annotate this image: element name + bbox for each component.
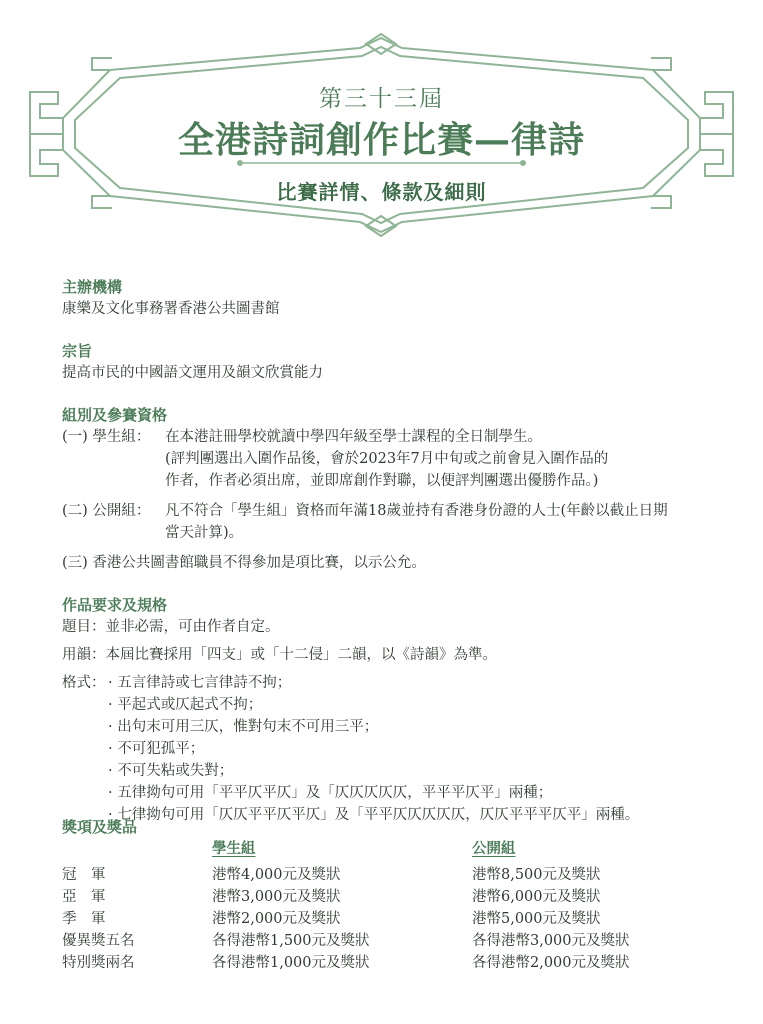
format-item: · 不可失粘或失對； bbox=[108, 763, 234, 779]
open-prize: 各得港幣2,000元及獎狀 bbox=[472, 955, 630, 971]
page-title: 全港詩詞創作比賽—律詩 bbox=[177, 119, 585, 161]
award-name: 特別獎兩名 bbox=[62, 955, 135, 971]
open-prize: 港幣6,000元及獎狀 bbox=[472, 889, 601, 905]
purpose-text: 提高市民的中國語文運用及韻文欣賞能力 bbox=[62, 365, 323, 381]
table-row bbox=[62, 886, 702, 908]
rules-content bbox=[62, 276, 742, 826]
title-banner bbox=[0, 0, 763, 250]
requirements-heading: 作品要求及規格 bbox=[62, 596, 168, 614]
open-group-text-2: 當天計算)。 bbox=[165, 525, 244, 541]
student-prize: 各得港幣1,500元及獎狀 bbox=[212, 933, 370, 949]
award-name: 冠 軍 bbox=[62, 867, 106, 883]
format-item: · 平起式或仄起式不拘； bbox=[108, 697, 263, 713]
open-group-row bbox=[62, 500, 742, 522]
awards-table bbox=[62, 818, 702, 974]
awards-heading: 獎項及獎品 bbox=[62, 818, 138, 836]
page-subtitle: 比賽詳情、條款及細則 bbox=[276, 180, 487, 204]
format-item: · 七律拗句可用「仄仄平平仄平仄」及「平平仄仄仄仄仄，仄仄平平平仄平」兩種。 bbox=[108, 807, 640, 823]
organizer-heading: 主辦機構 bbox=[62, 278, 123, 296]
open-group-text: 凡不符合「學生組」資格而年滿18歲並持有香港身份證的人士(年齡以截止日期 bbox=[165, 503, 668, 519]
award-name: 優異獎五名 bbox=[62, 933, 135, 949]
organizer-text: 康樂及文化事務署香港公共圖書館 bbox=[62, 301, 280, 317]
format-item: · 出句末可用三仄，惟對句末不可用三平； bbox=[108, 719, 379, 735]
student-column-header: 學生組 bbox=[212, 840, 256, 857]
table-row bbox=[62, 930, 702, 952]
format-item: · 五律拗句可用「平平仄平仄」及「仄仄仄仄仄，平平平仄平」兩種； bbox=[108, 785, 553, 801]
awards-header-row bbox=[62, 838, 702, 860]
student-group-note-2: 作者，作者必須出席，並即席創作對聯，以便評判團選出優勝作品。) bbox=[165, 473, 599, 489]
student-prize: 各得港幣1,000元及獎狀 bbox=[212, 955, 370, 971]
format-rules bbox=[62, 672, 742, 826]
open-prize: 港幣5,000元及獎狀 bbox=[472, 911, 601, 927]
format-label: 格式： bbox=[62, 675, 106, 691]
student-group-label: (一) 學生組： bbox=[62, 429, 151, 445]
student-prize: 港幣3,000元及獎狀 bbox=[212, 889, 341, 905]
student-prize: 港幣2,000元及獎狀 bbox=[212, 911, 341, 927]
format-item: · 五言律詩或七言律詩不拘； bbox=[108, 675, 292, 691]
open-prize: 港幣8,500元及獎狀 bbox=[472, 867, 601, 883]
student-prize: 港幣4,000元及獎狀 bbox=[212, 867, 341, 883]
groups-heading: 組別及參賽資格 bbox=[62, 406, 168, 424]
table-row bbox=[62, 864, 702, 886]
open-prize: 各得港幣3,000元及獎狀 bbox=[472, 933, 630, 949]
staff-exclusion: (三) 香港公共圖書館職員不得參加是項比賽，以示公允。 bbox=[62, 555, 426, 571]
student-group-row bbox=[62, 426, 742, 448]
award-name: 亞 軍 bbox=[62, 889, 106, 905]
purpose-heading: 宗旨 bbox=[62, 342, 93, 360]
edition-label: 第三十三屆 bbox=[319, 86, 444, 112]
table-row bbox=[62, 952, 702, 974]
award-name: 季 軍 bbox=[62, 911, 106, 927]
student-group-note-1: (評判團選出入圍作品後，會於2023年7月中旬或之前會見入圍作品的 bbox=[165, 451, 609, 467]
format-item: · 不可犯孤平； bbox=[108, 741, 205, 757]
open-column-header: 公開組 bbox=[472, 840, 516, 857]
rhyme-rule: 用韻：本屆比賽採用「四支」或「十二侵」二韻，以《詩韻》為準。 bbox=[62, 647, 497, 663]
topic-rule: 題目：並非必需，可由作者自定。 bbox=[62, 619, 280, 635]
open-group-label: (二) 公開組： bbox=[62, 503, 151, 519]
student-group-text: 在本港註冊學校就讀中學四年級至學士課程的全日制學生。 bbox=[165, 429, 542, 445]
table-row bbox=[62, 908, 702, 930]
